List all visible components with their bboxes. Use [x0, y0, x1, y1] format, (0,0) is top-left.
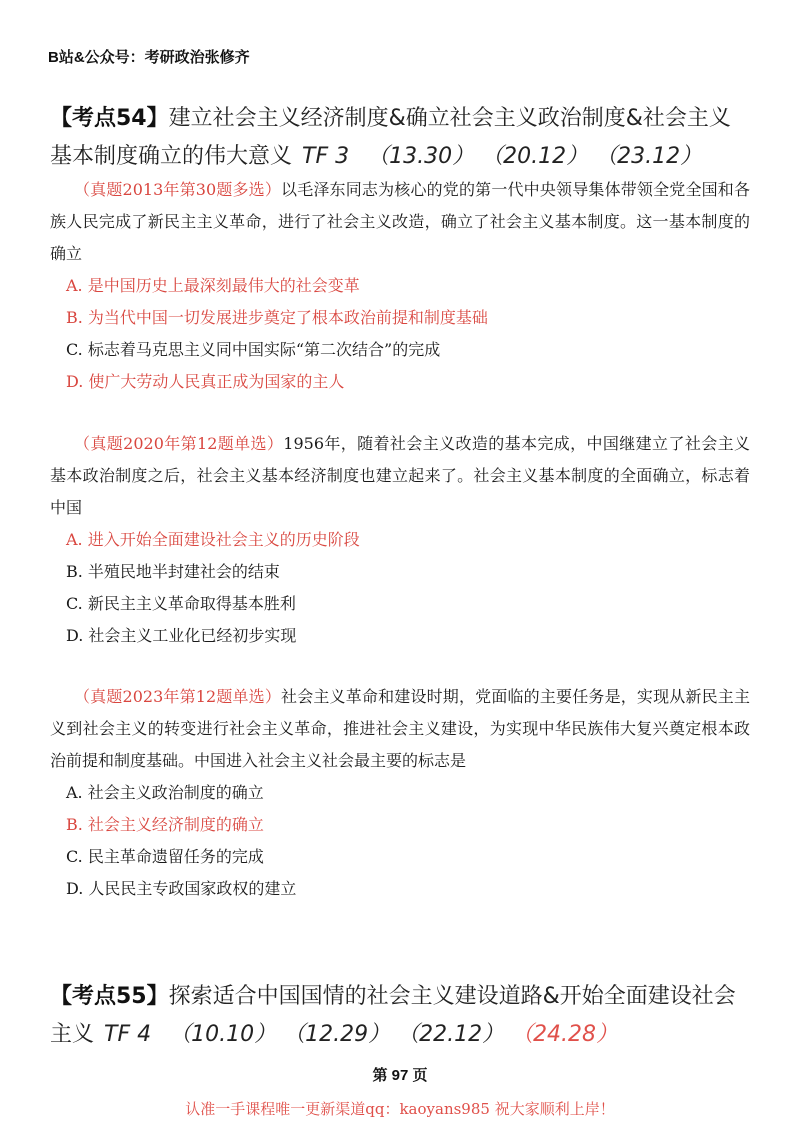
question-source: （真题2023年第12题单选）	[74, 687, 282, 706]
option-a: A. 社会主义政治制度的确立	[66, 783, 264, 802]
option-d: D. 人民民主专政国家政权的建立	[66, 879, 297, 898]
option-list	[50, 777, 750, 905]
question-source: （真题2013年第30题多选）	[74, 180, 282, 199]
kaodian-55-title: 探索适合中国国情的社会主义建设道路&开始全面建设社会主义	[50, 984, 736, 1047]
question-text: 以毛泽东同志为核心的党的第一代中央领导集体带领全党全国和各族人民完成了新民主主义革命，进行了社会主义改造，确立了社会主义基本制度。这一基本制度的确立	[50, 180, 750, 263]
question-source: （真题2020年第12题单选）	[74, 434, 284, 453]
kaodian-55-score: （12.29）	[294, 1022, 391, 1047]
kaodian-55-heading	[50, 978, 750, 1054]
question-stem	[50, 428, 750, 524]
option-d: D. 使广大劳动人民真正成为国家的主人	[66, 372, 345, 391]
option-c: C. 标志着马克思主义同中国实际“第二次结合”的完成	[66, 340, 441, 359]
question-text: 社会主义革命和建设时期，党面临的主要任务是，实现从新民主主义到社会主义的转变进行社会主义革命，推进社会主义建设，为实现中华民族伟大复兴奠定根本政治前提和制度基础。中国进入社会主义社会最主要的标志是	[50, 687, 750, 770]
kaodian-54-score: （23.12）	[606, 144, 703, 169]
option-b: B. 半殖民地半封建社会的结束	[66, 562, 280, 581]
kaodian-54-tf: TF 3	[302, 144, 350, 169]
kaodian-54-title: 建立社会主义经济制度&确立社会主义政治制度&社会主义基本制度确立的伟大意义	[50, 106, 731, 169]
kaodian-55-tf: TF 4	[104, 1022, 152, 1047]
kaodian-54-score: （13.30）	[367, 144, 475, 169]
kaodian-55-tag: 【考点55】	[50, 984, 169, 1009]
option-c: C. 新民主主义革命取得基本胜利	[66, 594, 296, 613]
question-stem	[50, 681, 750, 777]
kaodian-54-heading	[50, 100, 750, 176]
option-b: B. 为当代中国一切发展进步奠定了根本政治前提和制度基础	[66, 308, 488, 327]
option-b: B. 社会主义经济制度的确立	[66, 815, 264, 834]
question-2013-30	[50, 174, 750, 398]
question-text: 1956年，随着社会主义改造的基本完成，中国继建立了社会主义基本政治制度之后，社会主义基本经济制度也建立起来了。社会主义基本制度的全面确立，标志着中国	[50, 434, 750, 517]
option-list	[50, 524, 750, 652]
kaodian-55-score-highlight: （24.28）	[522, 1022, 619, 1047]
kaodian-55-score: （10.10）	[169, 1022, 277, 1047]
option-list	[50, 270, 750, 398]
page-number: 第 97 页	[372, 1067, 428, 1084]
option-c: C. 民主革命遗留任务的完成	[66, 847, 264, 866]
kaodian-54-tag: 【考点54】	[50, 106, 169, 131]
question-stem	[50, 174, 750, 270]
kaodian-54-score: （20.12）	[492, 144, 589, 169]
option-d: D. 社会主义工业化已经初步实现	[66, 626, 297, 645]
question-2023-12	[50, 681, 750, 905]
option-a: A. 是中国历史上最深刻最伟大的社会变革	[66, 276, 360, 295]
footer-notice: 认准一手课程唯一更新渠道qq：kaoyans985 祝大家顺利上岸！	[185, 1100, 615, 1118]
kaodian-55-score: （22.12）	[408, 1022, 505, 1047]
page-header: B站&公众号：考研政治张修齐	[48, 49, 250, 66]
question-2020-12	[50, 428, 750, 652]
option-a: A. 进入开始全面建设社会主义的历史阶段	[66, 530, 360, 549]
